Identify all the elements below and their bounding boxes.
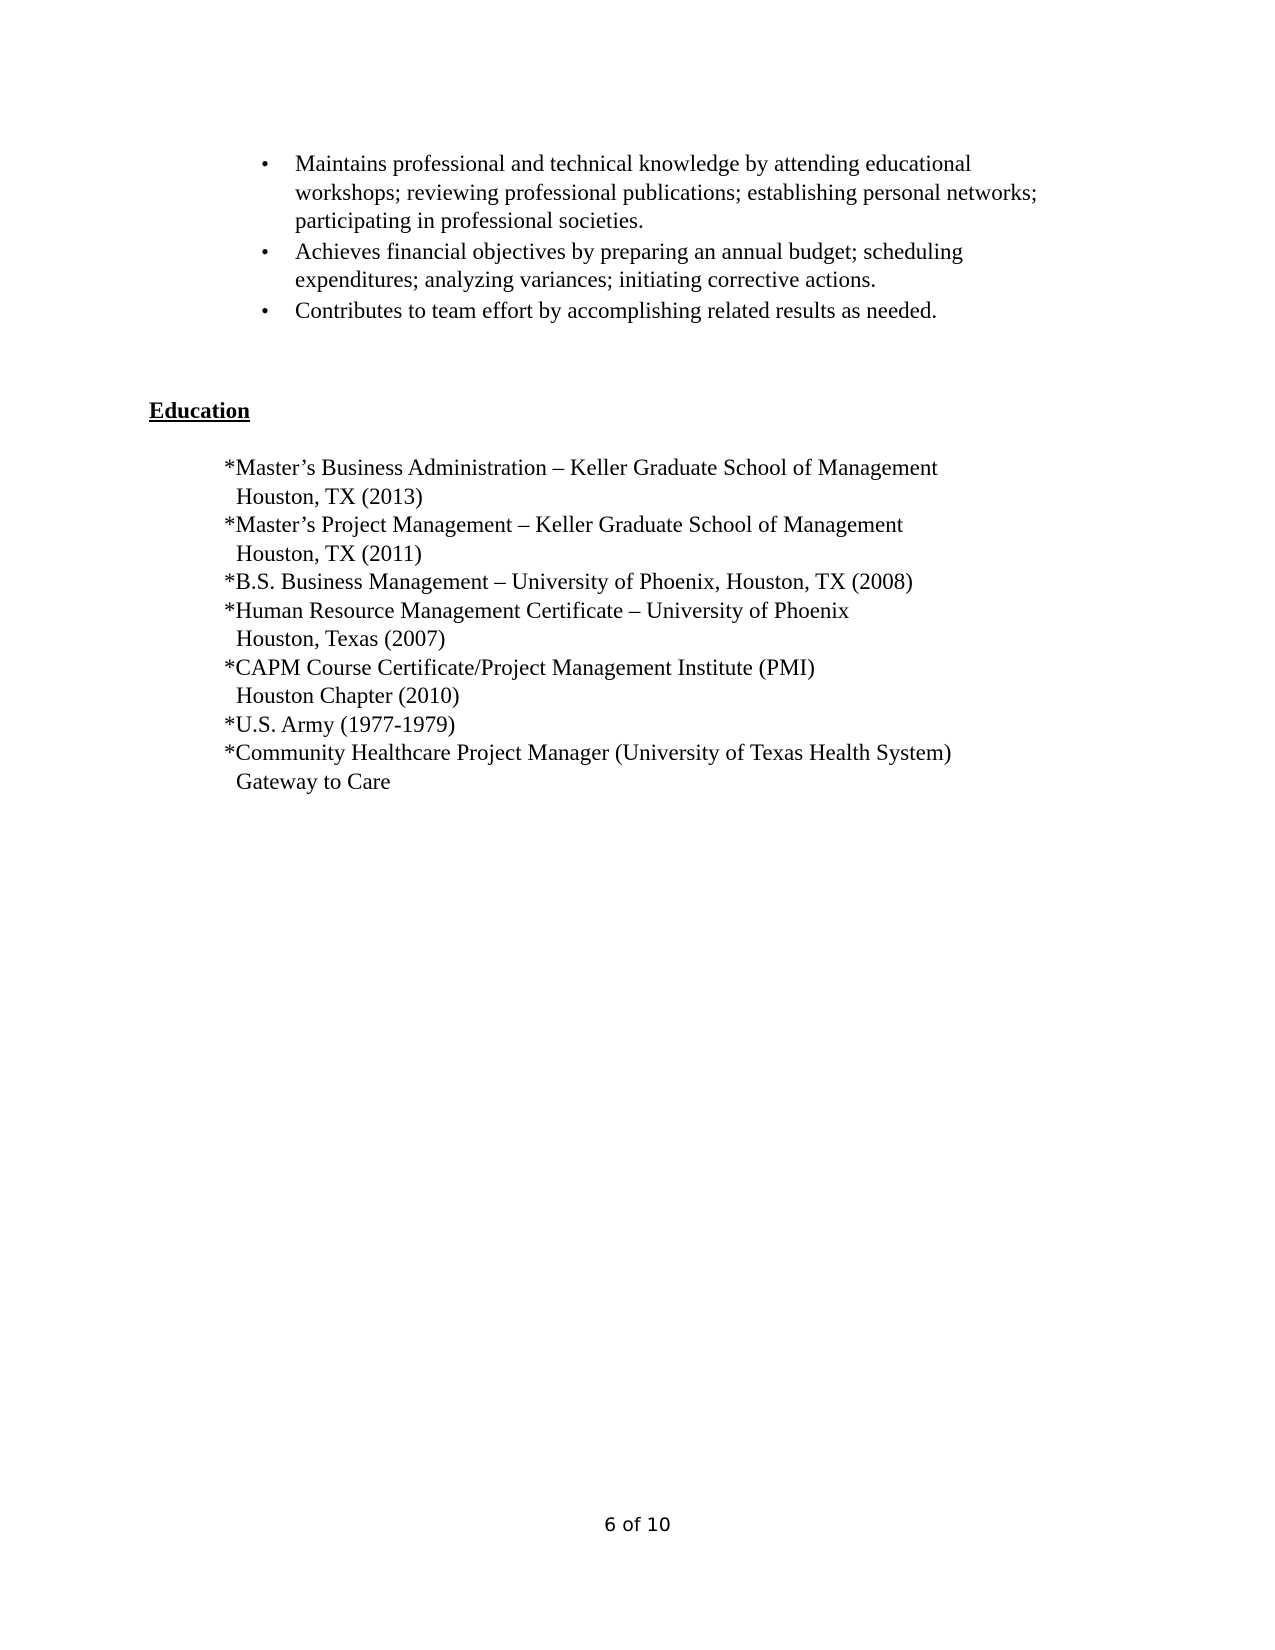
- education-entry-title: *Human Resource Management Certificate – University of Phoenix: [224, 597, 850, 623]
- list-item-line: Maintains professional and technical knowledge by attending educational: [295, 151, 972, 176]
- education-entry-detail: Houston, Texas (2007): [236, 626, 446, 651]
- education-entry-detail: Houston Chapter (2010): [236, 683, 460, 708]
- list-item: [255, 297, 1135, 326]
- education-entry-detail: Houston, TX (2011): [236, 540, 422, 566]
- education-entry: [224, 654, 1124, 711]
- education-entry-title: *Community Healthcare Project Manager (University of Texas Health System): [224, 740, 952, 765]
- education-entry-title: *Master’s Project Management – Keller Graduate School of Management: [224, 512, 904, 537]
- education-entry-detail: Houston, TX (2013): [236, 483, 423, 509]
- bullet-icon: •: [261, 238, 269, 264]
- education-entry-detail: Gateway to Care: [236, 768, 391, 794]
- bullet-icon: •: [261, 151, 269, 176]
- education-list: [224, 454, 1124, 796]
- education-entry: [224, 511, 1124, 568]
- list-item-line: participating in professional societies.: [295, 208, 644, 233]
- education-entry: [224, 711, 1124, 740]
- education-entry: [224, 568, 1124, 597]
- education-entry-title: *Master’s Business Administration – Keller Graduate School of Management: [224, 455, 938, 480]
- education-entry: [224, 739, 1124, 796]
- list-item-line: workshops; reviewing professional publications; establishing personal networks;: [295, 179, 1038, 205]
- education-entry-title: *B.S. Business Management – University of Phoenix, Houston, TX (2008): [224, 569, 913, 594]
- education-entry: [224, 597, 1124, 654]
- page-number: 6 of 10: [604, 1514, 671, 1536]
- list-item-line: Achieves financial objectives by preparing an annual budget; scheduling: [295, 238, 964, 264]
- list-item: [255, 238, 1135, 295]
- education-entry-title: *U.S. Army (1977-1979): [224, 711, 456, 737]
- list-item-line: expenditures; analyzing variances; initiating corrective actions.: [295, 267, 877, 292]
- education-entry: [224, 454, 1124, 511]
- bullet-icon: •: [261, 297, 269, 323]
- education-heading: Education: [149, 398, 250, 423]
- education-entry-title: *CAPM Course Certificate/Project Management Institute (PMI): [224, 654, 815, 680]
- list-item: [255, 150, 1135, 236]
- list-item-line: Contributes to team effort by accomplishing related results as needed.: [295, 297, 938, 323]
- responsibilities-list: [255, 150, 1135, 327]
